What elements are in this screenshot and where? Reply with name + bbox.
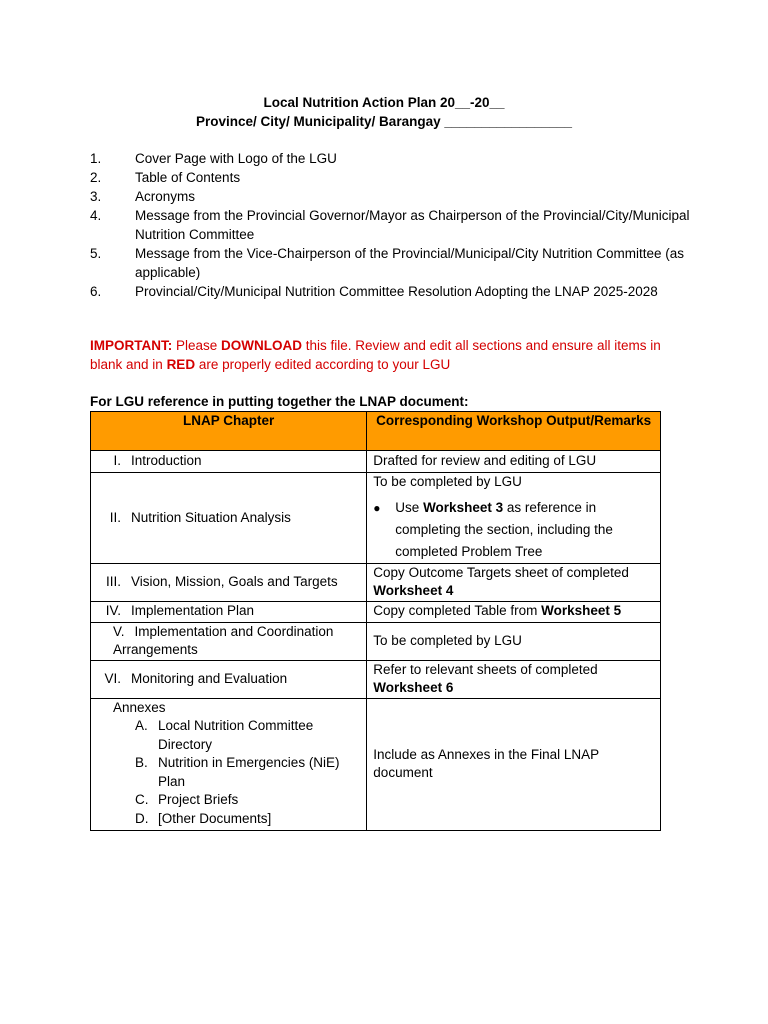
table-row (91, 698, 661, 830)
list-item-number: 5. (90, 246, 102, 261)
important-notice (90, 336, 690, 374)
table-row (91, 451, 661, 473)
list-item-number: 1. (90, 151, 102, 166)
list-item (90, 282, 690, 301)
worksheet-4-ref: Worksheet 4 (373, 583, 454, 598)
lnap-reference-table (90, 411, 661, 831)
annex-letter: C. (135, 792, 149, 807)
contents-list (90, 149, 690, 301)
bullet-text-pre: Use (395, 499, 424, 515)
list-item (90, 168, 690, 187)
bullet-text (395, 497, 654, 563)
remark-bullet (373, 497, 654, 563)
notice-text-2: this file. Review and edit all sections and ensure all items in blank and in (90, 338, 661, 372)
chapter-cell (91, 660, 367, 698)
worksheet-3-ref: Worksheet 3 (423, 499, 504, 515)
list-item (90, 149, 690, 168)
remark-text: Refer to relevant sheets of completed (373, 661, 598, 677)
chapter-cell (91, 601, 367, 622)
chapter-number: I. (113, 453, 121, 469)
chapter-number: IV. (105, 603, 121, 619)
annex-text: [Other Documents] (158, 810, 272, 826)
chapter-cell (91, 563, 367, 601)
list-item-text: Acronyms (135, 189, 196, 204)
chapter-title: Nutrition Situation Analysis (131, 509, 291, 525)
header-lnap-chapter: LNAP Chapter (91, 412, 367, 451)
remark-cell (367, 473, 661, 564)
remark-cell (367, 563, 661, 601)
list-item-text: Message from the Provincial Governor/Mayor as Chairperson of the Provincial/City/Municipal Nutrition Committee (135, 208, 690, 242)
list-item-text: Table of Contents (135, 170, 241, 185)
annex-letter: A. (135, 718, 148, 733)
title-line-2: Province/ City/ Municipality/ Barangay _________________ (196, 114, 572, 129)
remark-cell (367, 660, 661, 698)
chapter-title: Implementation and Coordination Arrangements (113, 623, 334, 657)
table-row (91, 473, 661, 564)
list-item-number: 6. (90, 284, 102, 299)
reference-heading: For LGU reference in putting together the LNAP document: (90, 394, 469, 409)
worksheet-6-ref: Worksheet 6 (373, 680, 454, 695)
notice-download: DOWNLOAD (221, 338, 303, 353)
annex-text: Local Nutrition Committee Directory (158, 718, 314, 752)
list-item-number: 2. (90, 170, 102, 185)
remark-text: Copy completed Table from (373, 603, 542, 619)
remark-cell (367, 601, 661, 622)
annex-text: Nutrition in Emergencies (NiE) Plan (158, 755, 340, 789)
chapter-cell (91, 473, 367, 564)
chapter-number: V. (113, 623, 125, 639)
list-item-number: 3. (90, 189, 102, 204)
annex-list (113, 717, 360, 828)
remark-cell: Include as Annexes in the Final LNAP document (367, 698, 661, 830)
remark-text: Copy Outcome Targets sheet of completed (373, 564, 629, 580)
table-header-row (91, 412, 661, 451)
notice-text-1: Please (172, 338, 222, 353)
list-item (90, 187, 690, 206)
annex-letter: B. (135, 755, 148, 770)
notice-text-3: are properly edited according to your LGU (195, 357, 451, 372)
bullet-icon: ● (373, 500, 381, 515)
annexes-title: Annexes (113, 699, 166, 715)
bullet-text-post: as reference in completing the section, including the completed Problem Tree (395, 499, 613, 559)
list-item-text: Message from the Vice-Chairperson of the Provincial/Municipal/City Nutrition Committee (as applicable) (135, 246, 684, 280)
remark-intro: To be completed by LGU (373, 474, 522, 489)
annex-item (113, 791, 360, 810)
worksheet-5-ref: Worksheet 5 (541, 603, 622, 619)
table-row (91, 563, 661, 601)
notice-red: RED (166, 357, 196, 372)
annex-item (113, 754, 360, 791)
list-item-text: Provincial/City/Municipal Nutrition Committee Resolution Adopting the LNAP 2025-2028 (135, 284, 658, 299)
annex-letter: D. (135, 810, 149, 826)
chapter-cell (91, 451, 367, 473)
important-label: IMPORTANT: (90, 338, 173, 353)
list-item (90, 206, 690, 244)
table-row (91, 660, 661, 698)
header-workshop-output: Corresponding Workshop Output/Remarks (367, 412, 661, 451)
annex-text: Project Briefs (158, 792, 239, 807)
chapter-title: Monitoring and Evaluation (131, 670, 288, 686)
table-row (91, 601, 661, 622)
table-row (91, 622, 661, 660)
remark-cell: Drafted for review and editing of LGU (367, 451, 661, 473)
title-line-1: Local Nutrition Action Plan 20__-20__ (263, 95, 505, 110)
chapter-number: VI. (104, 670, 121, 686)
chapter-title: Vision, Mission, Goals and Targets (131, 573, 338, 589)
chapter-title: Implementation Plan (131, 603, 255, 619)
remark-cell: To be completed by LGU (367, 622, 661, 660)
list-item-text: Cover Page with Logo of the LGU (135, 151, 337, 166)
chapter-number: II. (109, 509, 121, 525)
document-title (0, 93, 768, 131)
chapter-number: III. (105, 573, 121, 589)
annexes-cell (91, 698, 367, 830)
chapter-title: Introduction (131, 453, 202, 469)
annex-item (113, 810, 360, 829)
list-item (90, 244, 690, 282)
annex-item (113, 717, 360, 754)
list-item-number: 4. (90, 208, 102, 223)
chapter-cell (91, 622, 367, 660)
